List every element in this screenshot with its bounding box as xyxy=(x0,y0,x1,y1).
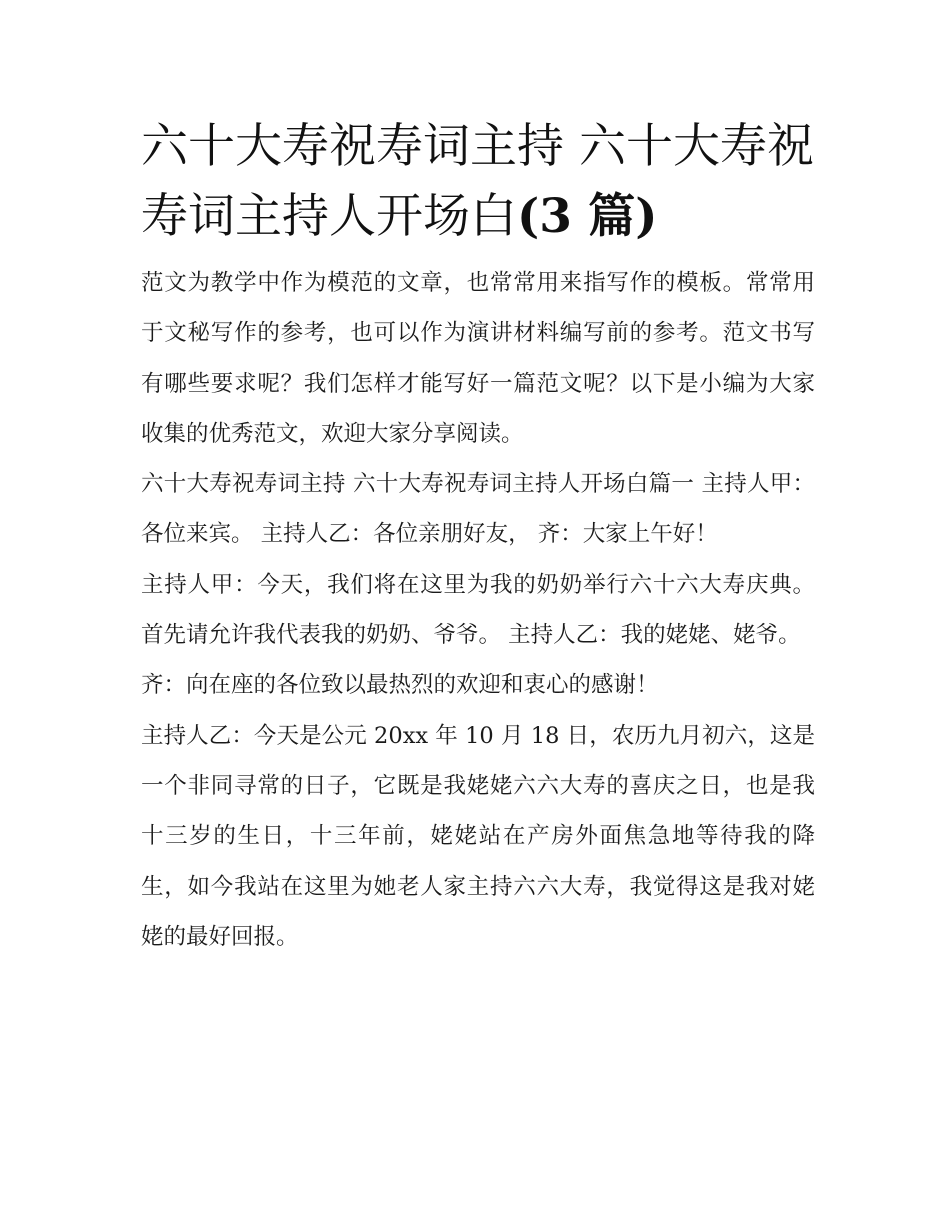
paragraph-intro: 范文为教学中作为模范的文章，也常常用来指写作的模板。常常用于文秘写作的参考，也可以作为演讲材料编写前的参考。范文书写有哪些要求呢？我们怎样才能写好一篇范文呢？以下是小编为大家收集的优秀范文，欢迎大家分享阅读。 xyxy=(141,270,815,447)
document-title xyxy=(141,112,815,252)
paragraph-host-a: 主持人甲：今天，我们将在这里为我的奶奶举行六十六大寿庆典。首先请允许我代表我的奶奶、爷爷。 主持人乙：我的姥姥、姥爷。 xyxy=(141,571,815,649)
paragraph-opening: 六十大寿祝寿词主持 六十大寿祝寿词主持人开场白篇一 主持人甲：各位来宾。 主持人乙：各位亲朋好友， 齐：大家上午好！ xyxy=(141,471,815,548)
paragraph-together: 齐：向在座的各位致以最热烈的欢迎和衷心的感谢！ xyxy=(141,672,659,699)
title-tail: (3 篇) xyxy=(517,189,658,244)
document-body xyxy=(141,258,815,962)
paragraph-host-b: 主持人乙：今天是公元 20xx 年 10 月 18 日，农历九月初六，这是一个非同寻常的日子，它既是我姥姥六六大寿的喜庆之日，也是我十三岁的生日，十三年前，姥姥站在产房外面焦急地等待我的降生，如今我站在这里为她老人家主持六六大寿，我觉得这是我对姥姥的最好回报。 xyxy=(141,722,815,950)
title-main: 六十大寿祝寿词主持 六十大寿祝寿词主持人开场白 xyxy=(141,119,814,244)
document-content xyxy=(141,112,815,962)
